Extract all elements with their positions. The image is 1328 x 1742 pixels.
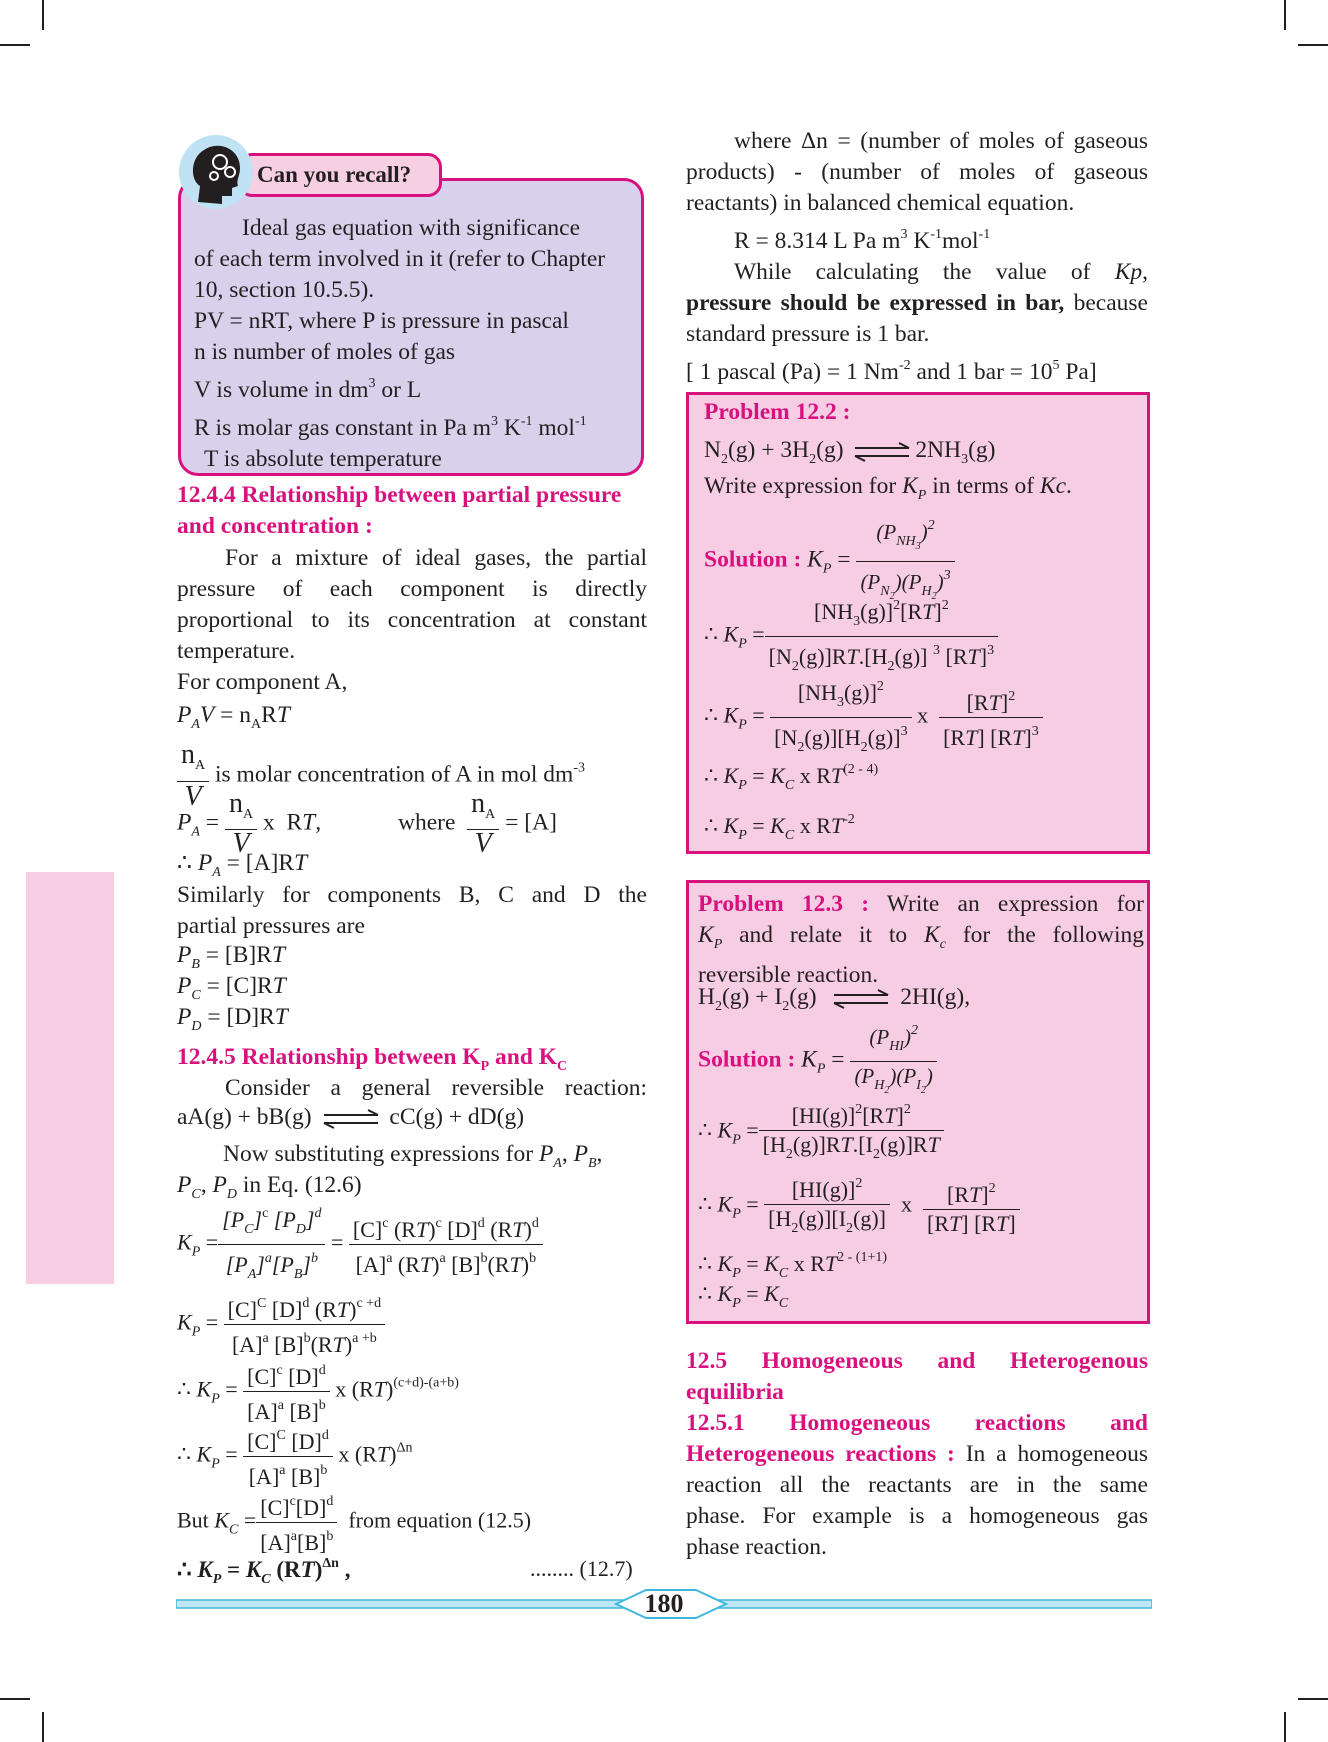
eq-kp-final: ∴ $K_P = K_C$ (RT)$^{\Delta n}$ ,	[177, 1556, 351, 1587]
page-number: 180	[644, 1589, 684, 1618]
para-similarly: Similarly for components B, C and D the partial pressures are	[177, 882, 647, 939]
problem-12-3-desc: Problem 12.3 : Write an expression for $K_P$ and relate it to $K_c$ for the following reversible reaction.	[698, 891, 1145, 988]
eq-general-reaction: aA(g) + bB(g) cC(g) + dD(g)	[177, 1104, 525, 1130]
recall-line: of each term involved in it (refer to Chapter	[194, 246, 606, 272]
recall-line: Ideal gas equation with significance	[242, 215, 581, 241]
thinking-head-icon	[178, 132, 254, 212]
eq-number-12-7: ........ (12.7)	[530, 1556, 633, 1581]
problem-12-3-step2: ∴ $K_P$ = $\frac{[HI(g)]^2}{[H_2(g)][I_2(g)]}$ x $\frac{[RT]^2}{[RT] [RT]}$	[698, 1170, 1020, 1243]
recall-line: PV = nRT, where P is pressure in pascal	[194, 308, 569, 334]
problem-12-2-solution: Solution : $K_P$ = $\frac{(P_{NH_3})^2}{(P_{N_2})(P_{H_2})^3}$	[704, 512, 955, 611]
crop-mark	[1298, 44, 1328, 46]
crop-mark	[42, 0, 44, 30]
crop-mark	[1284, 0, 1286, 30]
eq-in-eq: $P_C$, $P_D$ in Eq. (12.6)	[177, 1172, 362, 1202]
problem-12-2-step1: ∴ $K_P$ = $\frac{[NH_3(g)]^2[RT]^2}{[N_2(g)]RT.[H_2(g)] ^3 [RT]^3}$	[704, 592, 998, 681]
recall-line: R is molar gas constant in Pa $m^3$ $K^{-1}$ mol$^{-1}$	[194, 414, 587, 441]
heading-12-4-5: 12.4.5 Relationship between $K_P$ and $K_C$	[177, 1044, 568, 1074]
eq-now-sub: Now substituting expressions for $P_A$, $P_B$,	[223, 1141, 603, 1171]
problem-12-3-step3: ∴ $K_P = K_C$ x $RT^{2 - (1+1)}$	[698, 1250, 888, 1281]
crop-mark	[0, 1698, 30, 1700]
crop-mark	[1284, 1712, 1286, 1742]
eq-molar-conc: $\frac{n_A}{V}$ is molar concentration of A in mol $dm^{-3}$	[177, 740, 585, 812]
eq-kp-3: ∴ $K_P$ = $\frac{[C]^c [D]^d}{[A]^a [B]^b}$ x (RT)$^{(c+d)-(a+b)}$	[177, 1357, 459, 1426]
equilibrium-arrow-icon	[832, 989, 890, 1009]
recall-title: Can you recall?	[238, 153, 442, 197]
problem-12-2-title: Problem 12.2 :	[704, 399, 851, 425]
equilibrium-arrow-icon	[322, 1109, 380, 1129]
recall-content	[194, 213, 630, 475]
problem-12-3-step4: ∴ $K_P = K_C$	[698, 1281, 789, 1311]
eq-but-kc: But $K_C$ = $\frac{[C]^c[D]^d}{[A]^a[B]^b}$ from equation (12.5)	[177, 1488, 531, 1557]
eq-where-a: where $\frac{n_A}{V}$ = [A]	[398, 788, 557, 859]
eq-kp-1: $K_P$ = $\frac{[P_C]^c [P_D]^d}{[P_A]^a[P_B]^b}$ = $\frac{[C]^c (RT)^c [D]^d (RT)^d}{[A]^a (RT)^a [B]^b(RT)^b}$	[177, 1200, 543, 1289]
eq-pd: $P_D = [D]RT$	[177, 1004, 288, 1034]
eq-pa-frac: $P_A$ = $\frac{n_A}{V}$ x RT,	[177, 788, 322, 859]
equilibrium-arrow-icon	[853, 442, 911, 462]
eq-kp-2: $K_P$ = $\frac{[C]^C [D]^d (RT)^{c +d}}{[A]^a [B]^b(RT)^{a +b}}$	[177, 1290, 385, 1359]
problem-12-3-reaction: $H_2(g) + I_2(g)$ 2HI(g),	[698, 984, 971, 1014]
problem-12-3-step1: ∴ $K_P$ = $\frac{[HI(g)]^2[RT]^2}{[H_2(g)]RT.[I_2(g)]RT}$	[698, 1096, 944, 1169]
heading-12-4-4: 12.4.4 Relationship between partial pressure and concentration :	[177, 482, 622, 539]
para-delta-n: where Δn = (number of moles of gaseous products) - (number of moles of gaseous reactants) in balanced chemical equation. R = 8.314 L Pa $m^3$ $K^{-1}mol^{-1}$ While calculating the value of Kp, pressure should be expressed in bar, because standard pressure is 1 bar. [ 1 pascal (Pa) = 1 $Nm^{-2}$ and 1 bar = $10^5$ Pa]	[686, 128, 1148, 385]
recall-line: V is volume in $dm^3$ or L	[194, 376, 422, 403]
crop-mark	[0, 44, 30, 46]
problem-12-2-step2: ∴ $K_P$ = $\frac{[NH_3(g)]^2}{[N_2(g)][H_2(g)]^3}$ x $\frac{[RT]^2}{[RT] [RT]^3}$	[704, 673, 1043, 762]
recall-line: 10, section 10.5.5).	[194, 277, 375, 303]
eq-pa-result: ∴ $P_A = [A]RT$	[177, 850, 308, 880]
problem-12-3-solution: Solution : $K_P$ = $\frac{(P_{HI})^2}{(P_{H_2})(P_{I_2})}$	[698, 1017, 937, 1105]
para-12-4-5: Consider a general reversible reaction:	[225, 1075, 647, 1101]
eq-pb: $P_B = [B]RT$	[177, 942, 286, 972]
section-12-5: 12.5 Homogeneous and Heterogenous equilibria 12.5.1 Homogeneous reactions and Heterogeneous reactions : In a homogeneous reaction all the reactants are in the same phase. For example is a homogeneous gas phase reaction.	[686, 1348, 1148, 1560]
problem-12-2-step4: ∴ $K_P = K_C$ x $RT^{-2}$	[704, 812, 855, 843]
side-strip	[26, 872, 114, 1284]
crop-mark	[42, 1712, 44, 1742]
crop-mark	[1298, 1698, 1328, 1700]
recall-line: n is number of moles of gas	[194, 339, 456, 365]
problem-12-2-write: Write expression for $K_P$ in terms of Kc.	[704, 473, 1072, 503]
para-12-4-4: For a mixture of ideal gases, the partial pressure of each component is directly proportional to its concentration at constant temperature. For component A,	[177, 545, 647, 695]
eq-pa-v: $P_AV = n_ART$	[177, 702, 290, 732]
eq-pc: $P_C = [C]RT$	[177, 973, 286, 1003]
recall-line: T is absolute temperature	[204, 446, 442, 472]
problem-12-2-step3: ∴ $K_P = K_C$ x RT$^{(2 - 4)}$	[704, 762, 879, 793]
eq-kp-4: ∴ $K_P$ = $\frac{[C]^C [D]^d}{[A]^a [B]^b}$ x (RT)$^{\Delta n}$	[177, 1422, 412, 1491]
problem-12-2-reaction: $N_2(g) + 3H_2(g)$ $2NH_3(g)$	[704, 437, 996, 467]
